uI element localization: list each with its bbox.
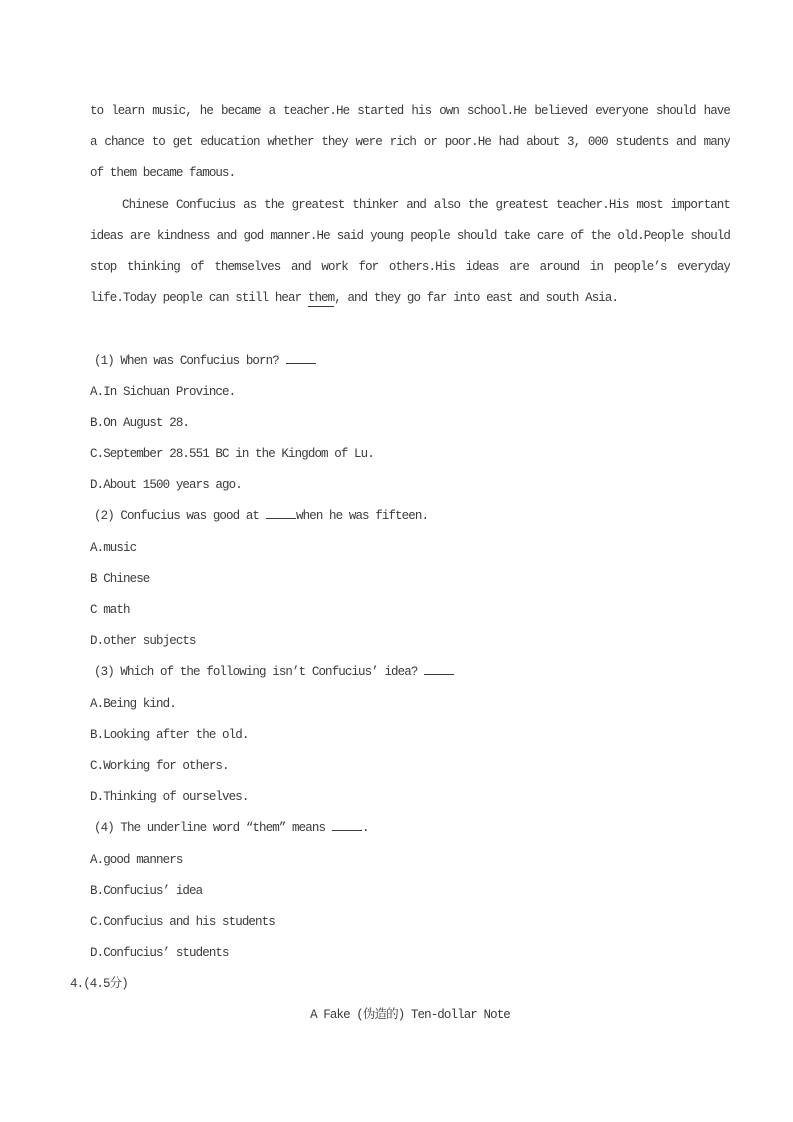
question-3-option-b: B.Looking after the old.	[90, 727, 249, 742]
question-4-option-b: B.Confucius’ idea	[90, 883, 203, 898]
answer-blank	[424, 662, 454, 675]
question-4-option-c: C.Confucius and his students	[90, 914, 275, 929]
question-2-option-a: A.music	[90, 540, 137, 555]
question-3-option-a: A.Being kind.	[90, 696, 176, 711]
section-number: 4.(4.5分)	[70, 977, 128, 992]
question-1-option-d: D.About 1500 years ago.	[90, 478, 242, 493]
question-2-stem	[90, 501, 730, 532]
passage-text: , and they go far into east and south Asia.	[334, 291, 619, 306]
question-3-option-c: C.Working for others.	[90, 758, 229, 773]
passage-paragraph2-line4	[90, 283, 730, 314]
blank-line	[90, 314, 730, 345]
answer-blank	[332, 818, 362, 831]
question-stem-tail: .	[362, 821, 369, 836]
question-2-option-c: C math	[90, 603, 130, 617]
question-4-option-d: D.Confucius’ students	[90, 946, 229, 961]
passage-text: life.Today people can still hear	[90, 291, 308, 306]
question-1-option-a: A.In Sichuan Province.	[90, 384, 236, 399]
passage-paragraph1-line3: of them became famous.	[90, 166, 236, 181]
question-stem-text: (1) When was Confucius born?	[94, 353, 279, 368]
answer-blank	[266, 506, 296, 519]
question-1-option-c: C.September 28.551 BC in the Kingdom of Lu.	[90, 447, 374, 462]
question-stem-text: (4) The underline word “them” means	[94, 821, 326, 836]
passage-paragraph2-line3: stop thinking of themselves and work for others.His ideas are around in people’s everyday	[90, 259, 730, 274]
passage-title: A Fake (伪造的) Ten-dollar Note	[310, 1008, 510, 1023]
underlined-word: them	[307, 291, 335, 306]
question-4-stem	[90, 813, 730, 844]
question-stem-tail: when he was fifteen.	[296, 509, 429, 524]
question-2-option-b: B Chinese	[90, 571, 150, 586]
passage-paragraph1-line2: a chance to get education whether they were rich or poor.He had about 3, 000 students and many	[90, 135, 730, 150]
passage-paragraph2-line2: ideas are kindness and god manner.He said young people should take care of the old.People should	[90, 228, 730, 243]
passage-paragraph2-line1: Chinese Confucius as the greatest thinker and also the greatest teacher.His most important	[122, 197, 730, 212]
question-stem-text: (3) Which of the following isn’t Confucius’ idea?	[94, 665, 418, 680]
question-1-option-b: B.On August 28.	[90, 415, 190, 430]
question-3-option-d: D.Thinking of ourselves.	[90, 790, 249, 805]
question-3-stem	[90, 657, 730, 688]
question-2-option-d: D.other subjects	[90, 634, 196, 649]
answer-blank	[286, 351, 316, 364]
question-1-stem	[90, 346, 730, 377]
question-4-option-a: A.good manners	[90, 852, 183, 867]
question-stem-text: (2) Confucius was good at	[94, 509, 260, 524]
passage-paragraph1-line1: to learn music, he became a teacher.He started his own school.He believed everyone should have	[90, 104, 730, 118]
